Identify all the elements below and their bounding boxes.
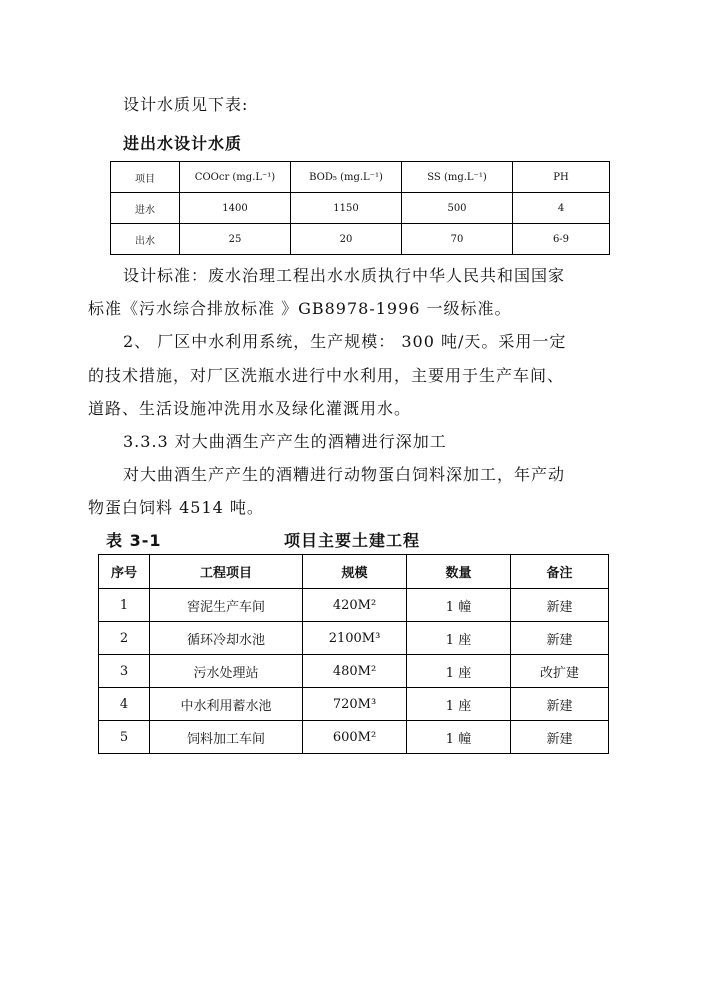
table-cell: 改扩建: [511, 655, 609, 688]
standard-text-line-2: 标准《污水综合排放标准 》GB8978-1996 一级标准。: [88, 299, 512, 318]
section-heading: 3.3.3 对大曲酒生产产生的酒糟进行深加工: [123, 432, 447, 451]
standard-text-line-1: 设计标准：废水治理工程出水水质执行中华人民共和国国家: [123, 266, 566, 285]
table-cell: 中水利用蓄水池: [150, 688, 303, 721]
table-cell: 25: [180, 224, 291, 255]
table-cell: 2: [99, 622, 150, 655]
table-header-row: [111, 162, 610, 193]
construction-table-title: 项目主要土建工程: [284, 531, 421, 550]
table-cell: 1 座: [407, 688, 511, 721]
table-cell: 500: [402, 193, 513, 224]
processing-text-line-1: 对大曲酒生产产生的酒糟进行动物蛋白饲料深加工，年产动: [123, 465, 566, 484]
header-cell: 工程项目: [150, 555, 303, 589]
header-cell: SS (mg.L⁻¹): [402, 162, 513, 193]
table-row: [99, 688, 609, 721]
table-row: [99, 655, 609, 688]
table-cell: 污水处理站: [150, 655, 303, 688]
table-cell: 新建: [511, 688, 609, 721]
table-cell: 1400: [180, 193, 291, 224]
table-row: [99, 589, 609, 622]
table-cell: 新建: [511, 589, 609, 622]
table-cell: 480M²: [303, 655, 407, 688]
table-cell: 1150: [291, 193, 402, 224]
table-cell: 4: [99, 688, 150, 721]
intro-text: 设计水质见下表:: [123, 95, 249, 114]
table-cell: 420M²: [303, 589, 407, 622]
header-cell: 规模: [303, 555, 407, 589]
table-cell: 1 座: [407, 622, 511, 655]
table-row: [99, 622, 609, 655]
table-cell: 1 幢: [407, 721, 511, 754]
table-cell: 窖泥生产车间: [150, 589, 303, 622]
header-cell: PH: [513, 162, 610, 193]
table-row: [111, 193, 610, 224]
table-row: [99, 721, 609, 754]
table-cell: 出水: [111, 224, 180, 255]
table-cell: 2100M³: [303, 622, 407, 655]
table-cell: 循环冷却水池: [150, 622, 303, 655]
table-cell: 3: [99, 655, 150, 688]
table-label: 表 3-1: [106, 531, 162, 550]
table-cell: 6-9: [513, 224, 610, 255]
table-header-row: [99, 555, 609, 589]
table-cell: 5: [99, 721, 150, 754]
table-cell: 20: [291, 224, 402, 255]
header-cell: BOD₅ (mg.L⁻¹): [291, 162, 402, 193]
table-cell: 1 幢: [407, 589, 511, 622]
reuse-text-line-2: 的技术措施，对厂区洗瓶水进行中水利用，主要用于生产车间、: [88, 366, 565, 385]
water-quality-table-title: 进出水设计水质: [123, 134, 243, 153]
table-cell: 1: [99, 589, 150, 622]
header-cell: 数量: [407, 555, 511, 589]
header-cell: 序号: [99, 555, 150, 589]
table-cell: 进水: [111, 193, 180, 224]
reuse-text-line-1: 2、 厂区中水利用系统，生产规模： 300 吨/天。采用一定: [123, 332, 567, 351]
table-cell: 新建: [511, 721, 609, 754]
table-cell: 720M³: [303, 688, 407, 721]
table-cell: 4: [513, 193, 610, 224]
table-cell: 1 座: [407, 655, 511, 688]
header-cell: COOcr (mg.L⁻¹): [180, 162, 291, 193]
header-cell: 备注: [511, 555, 609, 589]
processing-text-line-2: 物蛋白饲料 4514 吨。: [88, 498, 264, 517]
table-cell: 70: [402, 224, 513, 255]
table-cell: 新建: [511, 622, 609, 655]
table-cell: 600M²: [303, 721, 407, 754]
reuse-text-line-3: 道路、生活设施冲洗用水及绿化灌溉用水。: [88, 399, 412, 418]
header-cell: 项目: [111, 162, 180, 193]
table-row: [111, 224, 610, 255]
water-quality-table: [110, 161, 610, 255]
table-cell: 饲料加工车间: [150, 721, 303, 754]
construction-table: [98, 554, 609, 754]
